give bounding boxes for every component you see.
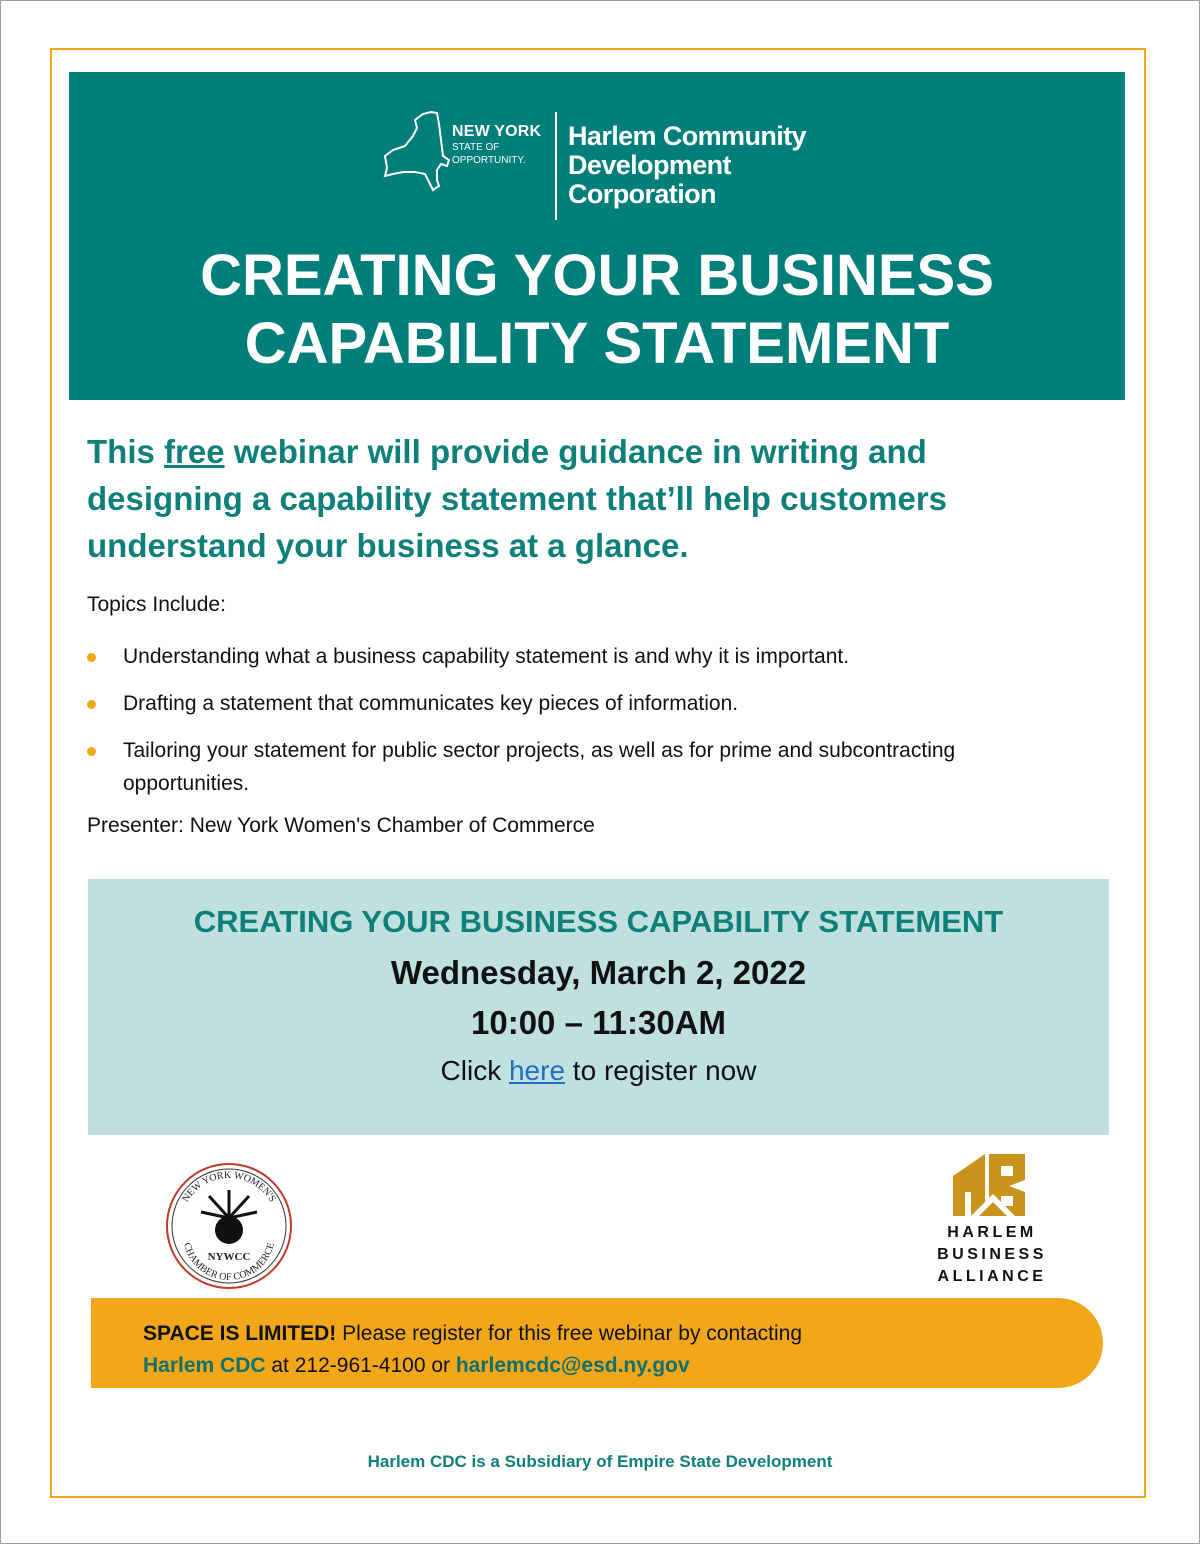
presenter: Presenter: New York Women's Chamber of Commerce bbox=[87, 814, 595, 837]
space-limited-notice bbox=[91, 1298, 1103, 1388]
nywcc-logo bbox=[163, 1160, 295, 1292]
nywcc-top-arc: NEW YORK WOMEN'S bbox=[180, 1169, 278, 1205]
hba-line2: BUSINESS bbox=[937, 1246, 1047, 1263]
bullet-icon bbox=[87, 747, 96, 756]
statue-face-icon bbox=[215, 1216, 243, 1244]
topics-label: Topics Include: bbox=[87, 593, 226, 616]
ny-logo-line1: NEW YORK bbox=[452, 123, 542, 140]
topic-text: Understanding what a business capability statement is and why it is important. bbox=[123, 645, 850, 668]
org-name-line2: Development bbox=[568, 150, 731, 180]
register-cta bbox=[88, 1053, 1109, 1089]
bullet-icon bbox=[87, 700, 96, 709]
hba-logo-text bbox=[922, 1222, 1062, 1288]
notice-org: Harlem CDC bbox=[143, 1354, 266, 1377]
intro-text bbox=[87, 428, 1087, 569]
org-name-line3: Corporation bbox=[568, 179, 716, 209]
hba-line1: HARLEM bbox=[947, 1224, 1037, 1241]
notice-email[interactable]: harlemcdc@esd.ny.gov bbox=[455, 1354, 690, 1377]
topic-text: Drafting a statement that communicates key pieces of information. bbox=[123, 692, 739, 715]
topic-text: Tailoring your statement for public sector projects, as well as for prime and subcontracting opportunities. bbox=[123, 739, 956, 795]
cta-before: Click bbox=[440, 1055, 509, 1086]
notice-line1-rest: Please register for this free webinar by contacting bbox=[336, 1322, 803, 1345]
bullet-icon bbox=[87, 653, 96, 662]
nywcc-bottom-arc: CHAMBER OF COMMERCE bbox=[181, 1241, 277, 1284]
notice-phone: at 212-961-4100 or bbox=[265, 1354, 456, 1377]
event-title: CREATING YOUR BUSINESS CAPABILITY STATEMENT bbox=[193, 904, 1004, 939]
cta-after: to register now bbox=[565, 1055, 757, 1086]
hba-logo-mark-icon bbox=[949, 1150, 1039, 1218]
notice-strong: SPACE IS LIMITED! bbox=[143, 1322, 337, 1345]
header-banner bbox=[69, 72, 1125, 400]
title-line1: CREATING YOUR BUSINESS bbox=[200, 243, 994, 308]
topic-item bbox=[87, 687, 1047, 720]
page-title bbox=[69, 242, 1125, 378]
ny-state-map-icon bbox=[379, 110, 451, 192]
intro-emphasis-free: free bbox=[164, 433, 225, 470]
notice-text bbox=[143, 1318, 802, 1382]
intro-part1: This bbox=[87, 433, 165, 470]
ny-logo-line2: STATE OF bbox=[452, 142, 500, 153]
title-line2: CAPABILITY STATEMENT bbox=[244, 311, 950, 376]
nywcc-abbr: NYWCC bbox=[207, 1251, 251, 1263]
event-time: 10:00 – 11:30AM bbox=[471, 1004, 726, 1041]
topic-item bbox=[87, 734, 1047, 800]
intro-part2: webinar will provide guidance in writing and designing a capability statement that’ll help customers understand your business at a glance. bbox=[87, 433, 948, 564]
logo-divider bbox=[555, 112, 557, 220]
topic-item bbox=[87, 640, 1047, 673]
topics-list bbox=[87, 640, 1047, 814]
event-details-box bbox=[88, 879, 1109, 1135]
register-link[interactable]: here bbox=[508, 1055, 566, 1086]
org-name-line1: Harlem Community bbox=[568, 121, 806, 151]
ny-logo-line3: OPPORTUNITY. bbox=[452, 155, 526, 166]
footer-text: Harlem CDC is a Subsidiary of Empire State Development bbox=[367, 1452, 833, 1471]
hba-line3: ALLIANCE bbox=[937, 1268, 1047, 1285]
event-date: Wednesday, March 2, 2022 bbox=[390, 954, 807, 991]
ny-state-logo-text bbox=[452, 124, 541, 166]
hcdc-logo-name bbox=[568, 122, 806, 209]
